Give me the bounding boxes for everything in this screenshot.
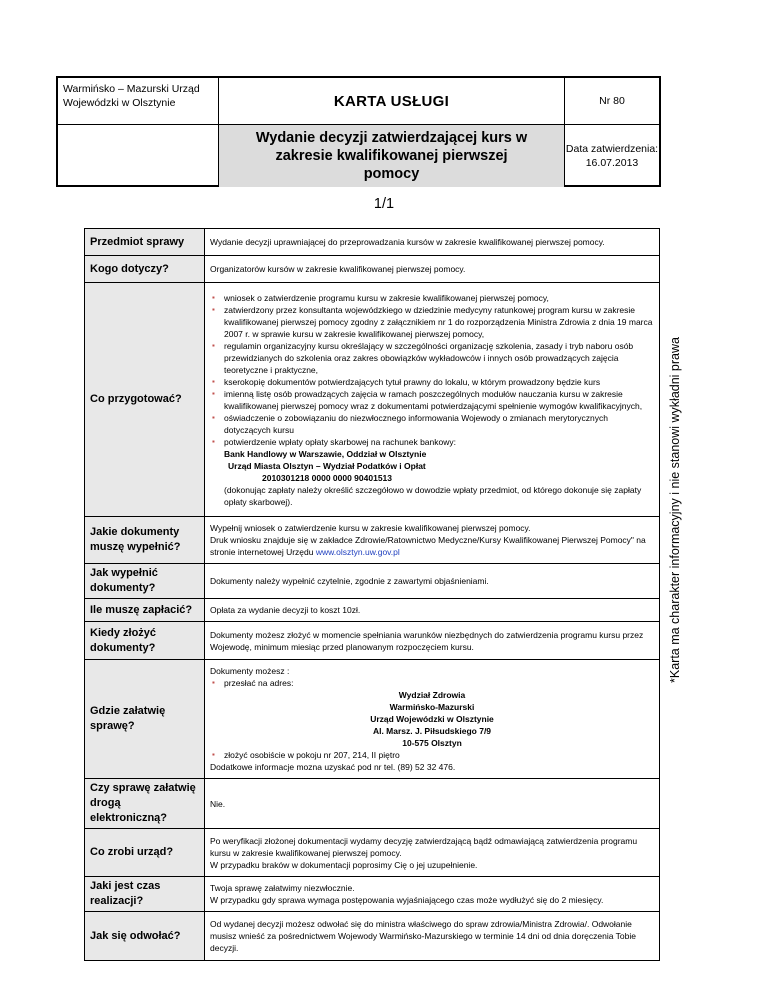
processing-time: Twoja sprawę załatwimy niezwłocznie. (210, 883, 355, 893)
required-documents-list (210, 292, 654, 448)
row-przygotowac (85, 283, 660, 517)
row-label: Ile muszę zapłacić? (85, 599, 205, 622)
address-line: Wydział Zdrowia (398, 690, 466, 700)
row-value (205, 829, 660, 877)
row-value: Dokumenty możesz złożyć w momencie spełniania warunków niezbędnych do zatwierdzenia programu kursu przez Wojewodę, minimum miesiąc przed planowanym rozpoczęciem kursu. (205, 622, 660, 660)
list-item: ▪ przesłać na adres: (210, 677, 654, 689)
approval-date-label: Data zatwierdzenia: (565, 143, 659, 155)
contact-info: Dodatkowe informacje mozna uzyskać pod nr tel. (89) 52 32 476. (210, 762, 456, 772)
office-website-link[interactable]: www.olsztyn.uw.gov.pl (315, 547, 400, 557)
row-gdzie (85, 660, 660, 779)
address-line: Urząd Wojewódzki w Olsztynie (370, 714, 494, 724)
row-kiedy (85, 622, 660, 660)
office-action: Po weryfikacji złożonej dokumentacji wydamy decyzję zatwierdzającą bądź odmawiającą zatwierdzenia programu kursu w zakresie kwalifikowanej pierwszej pomocy. (210, 835, 638, 858)
approval-date-value: 16.07.2013 (585, 157, 639, 169)
row-value: Wydanie decyzji uprawniającej do przeprowadzania kursów w zakresie kwalifikowanej pierwszej pomocy. (205, 229, 660, 256)
organization-blank-cell (58, 125, 219, 187)
address-line: Warmińsko-Mazurski (389, 702, 475, 712)
row-value: Nie. (205, 779, 660, 829)
row-value (205, 877, 660, 912)
row-kogo (85, 256, 660, 283)
organization-line-1: Warmińsko – Mazurski Urząd (63, 83, 200, 95)
row-value: Od wydanej decyzji możesz odwołać się do ministra właściwego do spraw zdrowia/Ministra Zdrowia/. Odwołanie musisz wnieść za pośrednictwem Wojewody Warmińsko-Mazurskiego w terminie 14 dni od dnia doręczenia Tobie decyzji. (205, 912, 660, 961)
row-value: Opłata za wydanie decyzji to koszt 10zł. (205, 599, 660, 622)
address-line: Al. Marsz. J. Piłsudskiego 7/9 (372, 726, 492, 736)
submission-options (210, 749, 654, 761)
list-item: ▪ zatwierdzony przez konsultanta wojewódzkiego w dziedzinie medycyny ratunkowej program kursu w zakresie kwalifikowanej pierwszej pomocy zgodny z załącznikiem nr 1 do rozporządzenia Ministra Zdrowia z dnia 19 marca 2007 r. w sprawie kursu w zakresie kwalifikowanej pierwszej pomocy, (210, 304, 654, 340)
row-label: Co zrobi urząd? (85, 829, 205, 877)
row-odwolac (85, 912, 660, 961)
row-label: Jakie dokumenty muszę wypełnić? (85, 517, 205, 564)
row-label: Gdzie załatwię sprawę? (85, 660, 205, 779)
row-label: Jak się odwołać? (85, 912, 205, 961)
row-value (205, 517, 660, 564)
row-value: Organizatorów kursów w zakresie kwalifikowanej pierwszej pomocy. (205, 256, 660, 283)
row-czas (85, 877, 660, 912)
bank-account-number: 2010301218 0000 0000 90401513 (262, 472, 392, 483)
row-value: Dokumenty należy wypełnić czytelnie, zgodnie z zawartymi objaśnieniami. (205, 564, 660, 599)
row-value (205, 283, 660, 517)
list-item: ▪ regulamin organizacyjny kursu określający w szczególności organizację szkolenia, zasady i tryb naboru osób przewidzianych do szkolenia oraz zakres obowiązków wykładowców i innych osób prowadzących zajęcia teoretyczne i praktyczne, (210, 340, 654, 376)
row-urzad (85, 829, 660, 877)
row-przedmiot (85, 229, 660, 256)
row-value (205, 660, 660, 779)
organization-line-2: Wojewódzki w Olsztynie (63, 97, 176, 109)
payment-note: (dokonując zapłaty należy określić szczegółowo w dowodzie wpłaty przedmiot, od którego dokonuje się zapłaty opłaty skarbowej). (224, 484, 642, 507)
bank-name: Bank Handlowy w Warszawie, Oddział w Olsztynie (224, 448, 427, 459)
approval-date (565, 125, 659, 187)
row-label: Czy sprawę załatwię drogą elektroniczną? (85, 779, 205, 829)
address-line: 10-575 Olsztyn (402, 738, 462, 748)
row-label: Przedmiot sprawy (85, 229, 205, 256)
disclaimer-note: *Karta ma charakter informacyjny i nie stanowi wykładni prawa (668, 337, 682, 683)
card-number: Nr 80 (565, 78, 659, 125)
form-location-text: Druk wniosku znajduje się w zakładce Zdrowie/Ratownictwo Medyczne/Kursy Kwalifikowanej Pierwszej Pomocy" na stronie internetowej Urzędu (210, 535, 646, 557)
bank-recipient: Urząd Miasta Olsztyn – Wydział Podatków i Opłat (228, 460, 426, 471)
row-label: Jak wypełnić dokumenty? (85, 564, 205, 599)
row-wypelnic (85, 564, 660, 599)
organization-name (58, 78, 219, 125)
page-number: 1/1 (373, 196, 395, 212)
office-action-note: W przypadku braków w dokumentacji poprosimy Cię o jej uzupełnienie. (210, 859, 478, 870)
submission-options (210, 677, 654, 689)
row-label: Kogo dotyczy? (85, 256, 205, 283)
list-item: ▪ wniosek o zatwierdzenie programu kursu w zakresie kwalifikowanej pierwszej pomocy, (210, 292, 654, 304)
list-item: ▪ oświadczenie o zobowiązaniu do niezwłocznego informowania Wojewody o zmianach merytorycznych dotyczących kursu (210, 412, 654, 436)
service-info-table (84, 228, 660, 961)
list-item: ▪ potwierdzenie wpłaty opłaty skarbowej na rachunek bankowy: (210, 436, 654, 448)
header-table (56, 76, 661, 187)
form-location (210, 534, 654, 558)
list-item: ▪ kserokopię dokumentów potwierdzających tytuł prawny do lokalu, w którym prowadzony będzie kurs (210, 376, 654, 388)
row-label: Jaki jest czas realizacji? (85, 877, 205, 912)
processing-time-note: W przypadku gdy sprawa wymaga postępowania wyjaśniającego czas może wydłużyć się do 2 miesięcy. (210, 895, 604, 905)
row-label: Co przygotować? (85, 283, 205, 517)
list-item: ▪ złożyć osobiście w pokoju nr 207, 214, II piętro (210, 749, 654, 761)
row-label: Kiedy złożyć dokumenty? (85, 622, 205, 660)
submission-intro: Dokumenty możesz : (210, 666, 290, 676)
row-elektroniczna (85, 779, 660, 829)
list-item: ▪ imienną listę osób prowadzących zajęcia w ramach poszczególnych modułów nauczania kursu w zakresie kwalifikowanej pierwszej pomocy wraz z dokumentami potwierdzającymi spełnienie wymogów kwalifikacyjnych, (210, 388, 654, 412)
form-instruction: Wypełnij wniosek o zatwierdzenie kursu w zakresie kwalifikowanej pierwszej pomocy. (210, 523, 531, 533)
card-title: KARTA USŁUGI (219, 78, 565, 125)
row-zaplacic (85, 599, 660, 622)
row-dokumenty (85, 517, 660, 564)
service-title: Wydanie decyzji zatwierdzającej kurs w zakresie kwalifikowanej pierwszej pomocy (219, 125, 565, 187)
